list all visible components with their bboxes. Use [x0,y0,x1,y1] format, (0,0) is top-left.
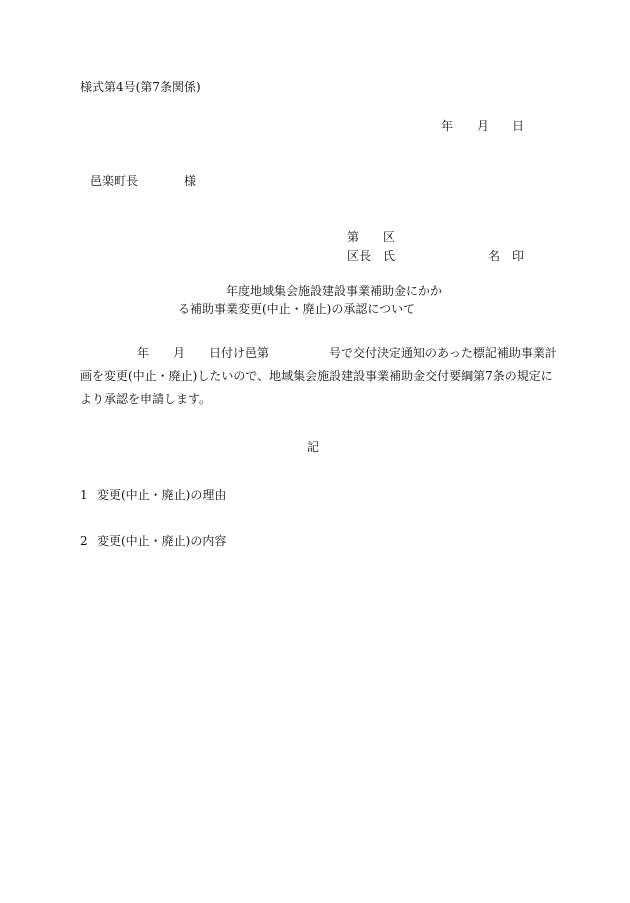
date-year-label: 年 [441,119,454,133]
name-seal-label: 名 印 [488,249,525,263]
body-paragraph [80,342,557,411]
item-text: 変更(中止・廃止)の理由 [97,488,227,502]
note-heading: 記 [307,440,320,454]
item-number: 2 [80,534,88,548]
form-number: 様式第4号(第7条関係) [80,80,201,94]
addressee-name: 邑楽町長 [90,174,139,188]
title-line-2: る補助事業変更(中止・廃止)の承認について [178,302,416,316]
body-line-2: 画を変更(中止・廃止)したいので、地域集会施設建設事業補助金交付要綱第7条の規定に [80,369,553,383]
district-label: 第 区 [347,230,396,244]
item-number: 1 [80,488,88,502]
item-text: 変更(中止・廃止)の内容 [97,534,227,548]
body-line-3: より承認を申請します。 [80,392,212,406]
date-day-label: 日 [512,119,525,133]
date-month-label: 月 [477,119,490,133]
body-line-1: 年 月 日付け邑第 号で交付決定通知のあった標記補助事業計 [137,346,557,360]
addressee-honorific: 様 [184,174,197,188]
title-line-1: 年度地域集会施設建設事業補助金にかか [226,284,443,298]
district-head-label: 区長 氏 [347,249,396,263]
